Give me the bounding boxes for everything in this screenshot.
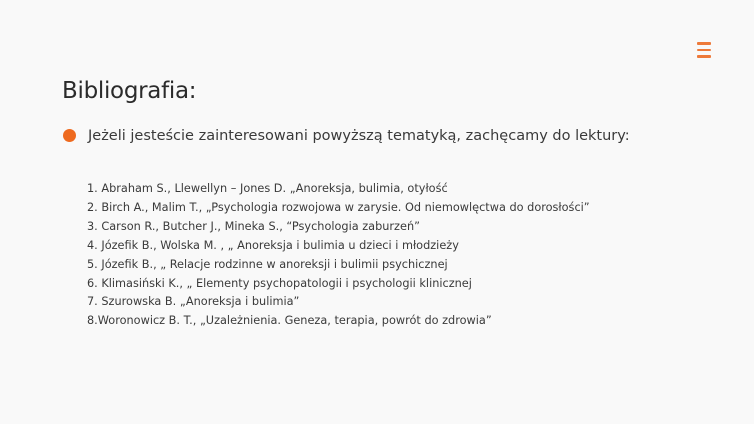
reference-list xyxy=(87,180,590,331)
reference-item: 7. Szurowska B. „Anoreksja i bulimia” xyxy=(87,295,300,309)
menu-icon-bar xyxy=(697,42,711,45)
reference-item: 5. Józefik B., „ Relacje rodzinne w anoreksji i bulimii psychicznej xyxy=(87,257,448,271)
reference-item: 6. Klimasiński K., „ Elementy psychopatologii i psychologii klinicznej xyxy=(87,276,472,290)
reference-item: 4. Józefik B., Wolska M. , „ Anoreksja i bulimia u dzieci i młodzieży xyxy=(87,238,459,252)
menu-icon-bar xyxy=(697,49,711,52)
reference-item: 1. Abraham S., Llewellyn – Jones D. „Anoreksja, bulimia, otyłość xyxy=(87,182,448,195)
menu-icon-bar xyxy=(697,55,711,58)
orange-bullet-icon xyxy=(63,129,76,142)
reference-item: 2. Birch A., Malim T., „Psychologia rozwojowa w zarysie. Od niemowlęctwa do dorosłości” xyxy=(87,200,590,214)
slide-title: Bibliografia: xyxy=(62,78,197,104)
reference-item: 3. Carson R., Butcher J., Mineka S., “Psychologia zaburzeń” xyxy=(87,219,420,233)
hamburger-menu-icon[interactable] xyxy=(697,42,711,58)
intro-text: Jeżeli jesteście zainteresowani powyższą tematyką, zachęcamy do lektury: xyxy=(88,128,630,144)
reference-item: 8.Woronowicz B. T., „Uzależnienia. Geneza, terapia, powrót do zdrowia” xyxy=(87,314,492,328)
